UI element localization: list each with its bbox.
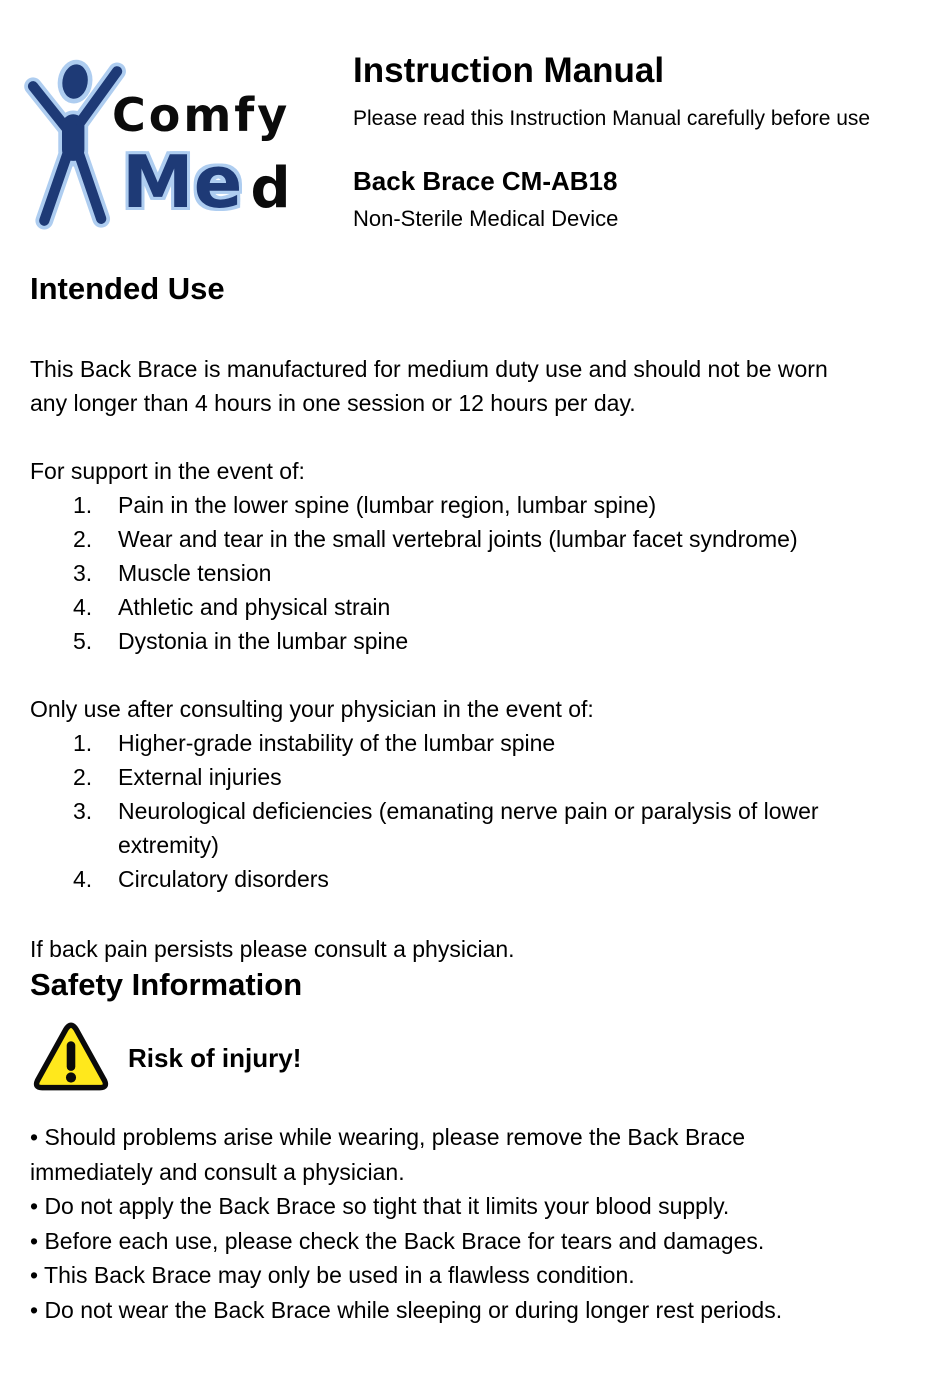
document-body <box>30 270 935 1327</box>
bullet-line: • Do not apply the Back Brace so tight that it limits your blood supply. <box>30 1193 730 1219</box>
list-number: 1. <box>73 730 93 756</box>
list-text: Wear and tear in the small vertebral joints (lumbar facet syndrome) <box>118 526 798 552</box>
logo-text-me: Me <box>122 140 243 224</box>
list-number: 3. <box>73 560 93 586</box>
list-number: 5. <box>73 628 93 654</box>
list-number: 4. <box>73 594 93 620</box>
paragraph-line: any longer than 4 hours in one session or 12 hours per day. <box>30 390 636 416</box>
list-number: 3. <box>73 798 93 824</box>
bullet-line: • Should problems arise while wearing, please remove the Back Brace <box>30 1124 746 1150</box>
list-number: 4. <box>73 866 93 892</box>
list-item <box>30 590 935 624</box>
list-number: 2. <box>73 764 93 790</box>
bullet-line: • Before each use, please check the Back Brace for tears and damages. <box>30 1227 765 1254</box>
support-intro: For support in the event of: <box>30 458 305 484</box>
logo-text-d: d <box>250 156 291 221</box>
bullet-line: immediately and consult a physician. <box>30 1158 405 1185</box>
list-item <box>30 760 935 794</box>
bullet-line: • This Back Brace may only be used in a flawless condition. <box>30 1262 635 1288</box>
intended-use-heading: Intended Use <box>30 271 225 306</box>
list-item <box>30 556 935 590</box>
consult-intro: Only use after consulting your physician in the event of: <box>30 696 594 722</box>
list-item <box>30 624 935 658</box>
logo-text-comfy: Comfy <box>112 88 291 142</box>
list-number: 1. <box>73 492 93 518</box>
list-text: Pain in the lower spine (lumbar region, lumbar spine) <box>118 492 657 518</box>
warning-banner <box>30 1022 935 1094</box>
list-text: Higher-grade instability of the lumbar spine <box>118 730 556 756</box>
list-item <box>30 794 935 828</box>
list-item-continuation <box>30 828 935 862</box>
safety-bullet-list <box>30 1120 935 1327</box>
document-title: Instruction Manual <box>353 51 665 90</box>
warning-label: Risk of injury! <box>128 1043 302 1073</box>
consult-list <box>30 726 935 896</box>
list-number <box>73 828 118 862</box>
document-subtitle: Please read this Instruction Manual carefully before use <box>353 107 871 130</box>
intended-use-paragraph <box>30 352 935 420</box>
header-text <box>353 50 870 234</box>
list-text: Circulatory disorders <box>118 866 329 892</box>
list-text: Muscle tension <box>118 560 272 586</box>
device-type: Non-Sterile Medical Device <box>353 206 619 231</box>
logo-text-med <box>122 140 291 224</box>
list-item <box>30 862 935 896</box>
list-item <box>30 726 935 760</box>
list-text: extremity) <box>118 832 219 858</box>
list-text: External injuries <box>118 764 282 790</box>
warning-triangle-icon <box>32 1022 110 1094</box>
paragraph-line: This Back Brace is manufactured for medium duty use and should not be worn <box>30 356 828 382</box>
safety-information-heading: Safety Information <box>30 967 303 1002</box>
logo-person-icon <box>20 52 132 240</box>
list-text: Dystonia in the lumbar spine <box>118 628 409 654</box>
bullet-line: • Do not wear the Back Brace while sleeping or during longer rest periods. <box>30 1296 783 1323</box>
list-text: Athletic and physical strain <box>118 594 391 620</box>
closing-note: If back pain persists please consult a physician. <box>30 936 515 962</box>
support-list <box>30 488 935 658</box>
comfymed-logo <box>18 40 343 245</box>
list-item <box>30 522 935 556</box>
list-text: Neurological deficiencies (emanating nerve pain or paralysis of lower <box>118 798 819 824</box>
product-name: Back Brace CM-AB18 <box>353 166 618 196</box>
list-item <box>30 488 935 522</box>
list-number: 2. <box>73 526 93 552</box>
